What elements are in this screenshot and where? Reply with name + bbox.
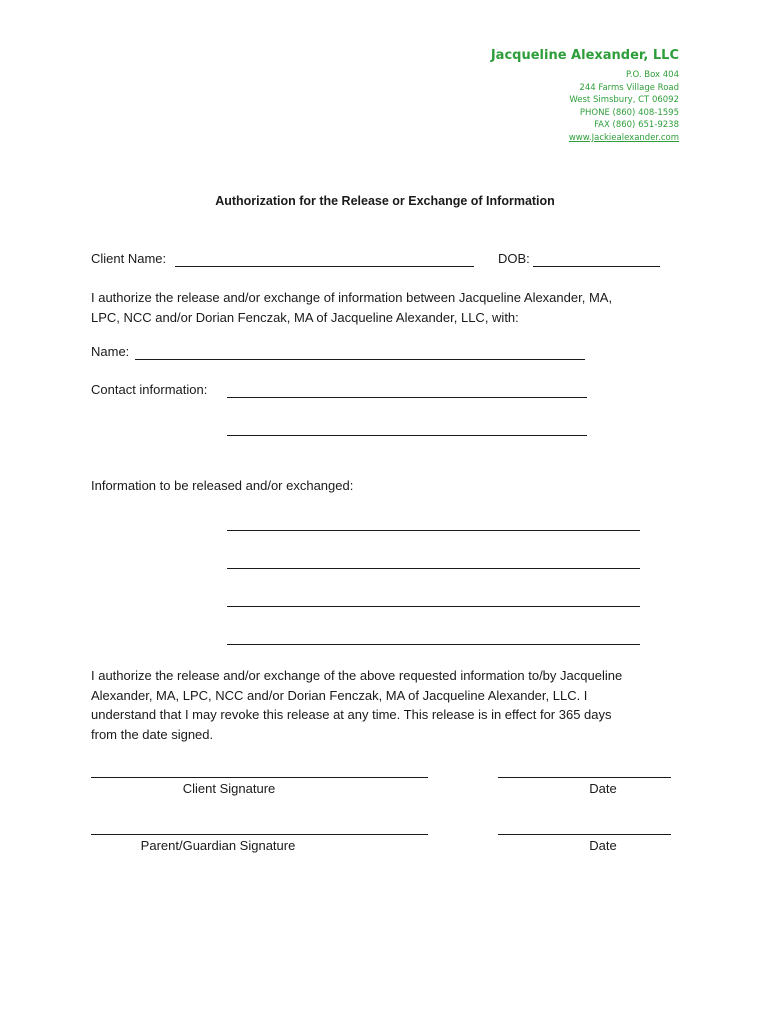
contact-field-2[interactable] (227, 435, 587, 436)
guardian-date-label: Date (589, 838, 617, 853)
guardian-date-field[interactable] (498, 834, 671, 835)
company-name: Jacqueline Alexander, LLC (490, 48, 679, 63)
client-date-label: Date (589, 781, 617, 796)
guardian-signature-field[interactable] (91, 834, 428, 835)
guardian-signature-label: Parent/Guardian Signature (140, 838, 296, 853)
intro-paragraph (91, 288, 612, 327)
name-label: Name: (91, 344, 130, 359)
name-field[interactable] (135, 359, 585, 360)
contact-field-1[interactable] (227, 397, 587, 398)
auth-line-2: Alexander, MA, LPC, NCC and/or Dorian Fenczak, MA of Jacqueline Alexander, LLC. I (91, 687, 588, 703)
city-address: West Simsbury, CT 06092 (569, 95, 679, 105)
street-address: 244 Farms Village Road (579, 82, 679, 93)
intro-line-2: LPC, NCC and/or Dorian Fenczak, MA of Jacqueline Alexander, LLC, with: (91, 309, 519, 325)
info-field-4[interactable] (227, 644, 640, 645)
info-label: Information to be released and/or exchanged: (91, 478, 354, 493)
client-name-field[interactable] (175, 266, 474, 267)
letterhead (491, 48, 679, 144)
contact-label: Contact information: (91, 382, 208, 397)
intro-line-1: I authorize the release and/or exchange of information between Jacqueline Alexander, MA, (91, 290, 613, 305)
auth-line-1: I authorize the release and/or exchange of the above requested information to/by Jacqueline (91, 668, 623, 683)
auth-line-3: understand that I may revoke this release at any time. This release is in effect for 365 days (91, 707, 612, 722)
dob-field[interactable] (533, 266, 660, 267)
info-field-3[interactable] (227, 606, 640, 607)
client-signature-label: Client Signature (182, 781, 276, 796)
dob-label: DOB: (498, 251, 530, 266)
auth-line-4: from the date signed. (91, 726, 214, 742)
form-title: Authorization for the Release or Exchange of Information (215, 194, 555, 208)
website-link[interactable]: www.Jackiealexander.com (568, 132, 679, 143)
client-name-label: Client Name: (91, 251, 167, 266)
client-date-field[interactable] (498, 777, 671, 778)
fax-number: FAX (860) 651-9238 (594, 120, 679, 130)
info-field-1[interactable] (227, 530, 640, 531)
phone-number: PHONE (860) 408-1595 (579, 107, 679, 118)
client-signature-field[interactable] (91, 777, 428, 778)
info-field-2[interactable] (227, 568, 640, 569)
po-box: P.O. Box 404 (626, 70, 679, 80)
authorization-paragraph (91, 666, 622, 744)
